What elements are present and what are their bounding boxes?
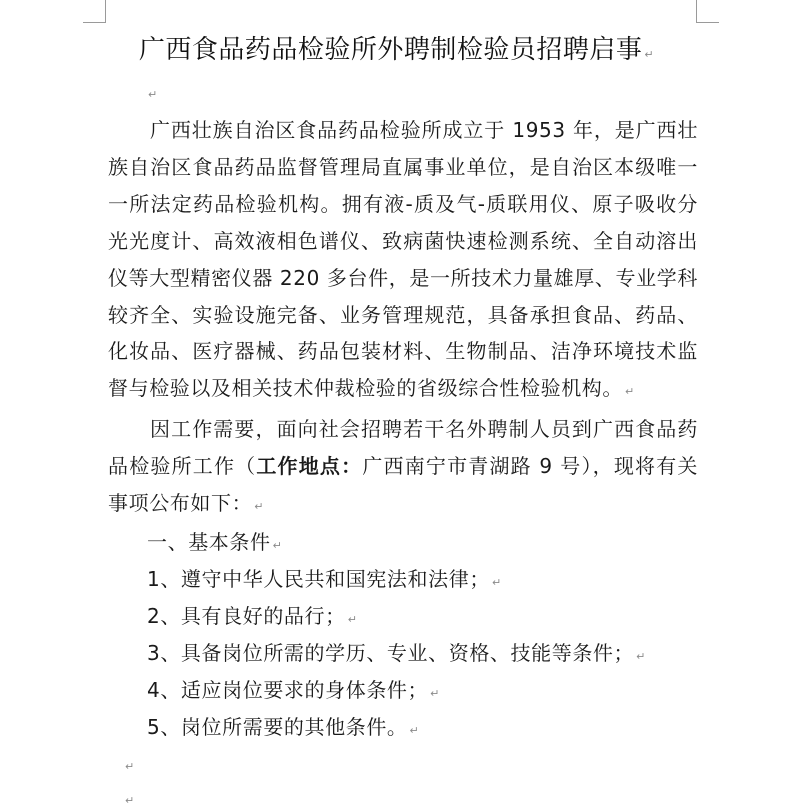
condition-text: 2、具有良好的品行；	[147, 604, 346, 628]
page-corner-top-left	[83, 0, 106, 23]
paragraph-mark-icon: ↵	[125, 794, 135, 807]
paragraph-mark-icon: ↵	[625, 385, 635, 399]
condition-text: 3、具备岗位所需的学历、专业、资格、技能等条件；	[147, 641, 635, 665]
paragraph-mark-icon: ↵	[491, 576, 502, 589]
paragraph-mark-icon: ↵	[636, 650, 646, 663]
paragraph-mark-icon: ↵	[644, 48, 655, 61]
paragraph-mark-icon: ↵	[148, 88, 158, 101]
paragraph-mark-icon: ↵	[347, 613, 358, 626]
paragraph-mark-icon: ↵	[430, 687, 440, 700]
document-title	[0, 30, 793, 75]
recruitment-text-after: ），现将有关事项公布如下：	[108, 453, 699, 515]
recruitment-text-before: 因工作需要，面向社会招聘若干名外聘制人员到广西食品药品检验所工作（	[108, 417, 698, 478]
intro-paragraph	[108, 112, 698, 411]
paragraph-mark-icon: ↵	[125, 760, 135, 773]
paragraph-mark-icon: ↵	[272, 539, 283, 552]
condition-text: 1、遵守中华人民共和国宪法和法律；	[147, 567, 490, 591]
recruitment-paragraph	[108, 411, 698, 526]
condition-item	[147, 561, 502, 601]
condition-item	[147, 672, 440, 712]
condition-item	[147, 598, 358, 638]
condition-text: 4、适应岗位要求的身体条件；	[147, 678, 429, 702]
work-location-label: 工作地点：	[256, 453, 363, 478]
section-heading-text: 一、基本条件	[147, 530, 271, 554]
intro-text: 广西壮族自治区食品药品检验所成立于 1953 年，是广西壮族自治区食品药品监督管理局直属事业单位，是自治区本级唯一一所法定药品检验机构。拥有液-质及气-质联用仪、原子吸收分光光度计、高效液相色谱仪、致病菌快速检测系统、全自动溶出仪等大型精密仪器 220 多台件，是一所技术力量雄厚、专业学科较齐全、实验设施完备、业务管理规范，具备承担食品、药品、化妆品、医疗器械、药品包装材料、生物制品、洁净环境技术监督与检验以及相关技术仲裁检验的省级综合性检验机构。	[108, 118, 698, 401]
condition-text: 5、岗位所需要的其他条件。	[147, 715, 408, 739]
paragraph-mark-icon: ↵	[254, 499, 265, 513]
condition-item	[147, 709, 419, 749]
title-text: 广西食品药品检验所外聘制检验员招聘启事	[138, 35, 643, 65]
section-heading	[147, 524, 282, 564]
condition-item	[147, 635, 646, 675]
paragraph-mark-icon: ↵	[409, 724, 420, 737]
work-location-value: 广西南宁市青湖路 9 号	[362, 453, 582, 478]
page-corner-top-right	[696, 0, 719, 23]
